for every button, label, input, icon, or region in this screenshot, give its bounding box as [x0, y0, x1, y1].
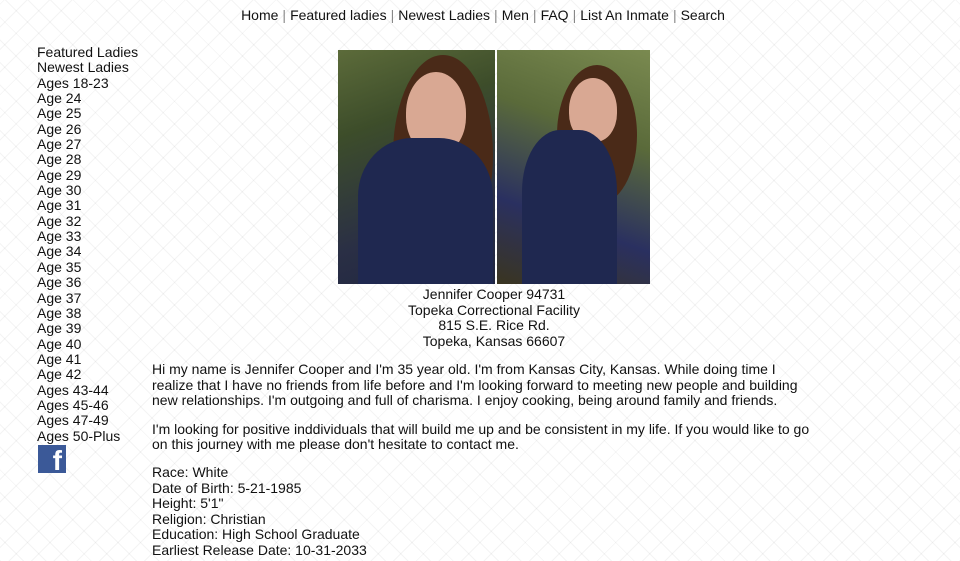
nav-search-link[interactable]: Search [680, 7, 725, 23]
sidebar-item-age-29[interactable]: Age 29 [37, 166, 82, 183]
shirt-shape [358, 138, 493, 284]
nav-list-an-inmate-link[interactable]: List An Inmate [580, 7, 669, 23]
sidebar-item-age-36[interactable]: Age 36 [37, 274, 82, 291]
bio-section [152, 362, 820, 466]
sidebar-item-age-37[interactable]: Age 37 [37, 289, 82, 306]
sidebar-item-ages-18-23[interactable]: Ages 18-23 [37, 74, 109, 91]
top-navigation [0, 7, 960, 23]
sidebar-item-ages-47-49[interactable]: Ages 47-49 [37, 412, 109, 429]
sidebar-item-ages-45-46[interactable]: Ages 45-46 [37, 396, 109, 413]
sidebar-item-ages-50-plus[interactable]: Ages 50-Plus [37, 427, 121, 444]
sidebar-item-featured-ladies[interactable]: Featured Ladies [37, 44, 139, 60]
nav-separator: | [390, 7, 395, 23]
sidebar-item-age-34[interactable]: Age 34 [37, 243, 82, 260]
sidebar-item-age-28[interactable]: Age 28 [37, 151, 82, 168]
facebook-glyph: f [52, 445, 62, 476]
profile-photos [338, 50, 650, 284]
sidebar-item-age-42[interactable]: Age 42 [37, 366, 82, 383]
nav-featured-ladies-link[interactable]: Featured ladies [290, 7, 387, 23]
sidebar-item-age-41[interactable]: Age 41 [37, 350, 82, 367]
inmate-name: Jennifer Cooper 94731 [422, 286, 566, 302]
nav-separator: | [532, 7, 537, 23]
sidebar-item-age-24[interactable]: Age 24 [37, 90, 82, 107]
sidebar-item-age-25[interactable]: Age 25 [37, 105, 82, 122]
bio-paragraph: Hi my name is Jennifer Cooper and I'm 35 year old. I'm from Kansas City, Kansas. While doing time I realize that I have no friends from life before and I'm looking forward to meeting new people and building new relationships. I'm outgoing and full of charisma. I enjoy cooking, being around family and friends. [152, 361, 798, 408]
sidebar-item-age-39[interactable]: Age 39 [37, 320, 82, 337]
nav-newest-ladies-link[interactable]: Newest Ladies [398, 7, 491, 23]
detail-education: Education: High School Graduate [152, 526, 360, 542]
sidebar-item-age-38[interactable]: Age 38 [37, 304, 82, 321]
detail-race: Race: White [152, 464, 229, 480]
detail-height: Height: 5'1" [152, 495, 224, 511]
nav-separator: | [572, 7, 577, 23]
inmate-details [152, 465, 367, 558]
nav-separator: | [672, 7, 677, 23]
sidebar-item-age-31[interactable]: Age 31 [37, 197, 82, 214]
shirt-shape [522, 130, 617, 284]
sidebar-item-age-40[interactable]: Age 40 [37, 335, 82, 352]
facility-name: Topeka Correctional Facility [408, 301, 580, 318]
nav-faq-link[interactable]: FAQ [540, 7, 569, 23]
sidebar-item-age-30[interactable]: Age 30 [37, 182, 82, 199]
sidebar-item-age-35[interactable]: Age 35 [37, 258, 82, 275]
bio-paragraph: I'm looking for positive inddividuals that will build me up and be consistent in my life. If you would like to go on this journey with me please don't hesitate to contact me. [152, 420, 810, 452]
sidebar-item-age-26[interactable]: Age 26 [37, 120, 82, 137]
sidebar-item-age-32[interactable]: Age 32 [37, 212, 82, 229]
nav-men-link[interactable]: Men [501, 7, 529, 23]
sidebar-item-age-27[interactable]: Age 27 [37, 136, 82, 153]
profile-photo[interactable] [497, 50, 650, 284]
sidebar-item-ages-43-44[interactable]: Ages 43-44 [37, 381, 109, 398]
profile-photo[interactable] [338, 50, 495, 284]
facebook-icon[interactable] [38, 445, 66, 476]
city-state-zip: Topeka, Kansas 66607 [422, 332, 566, 349]
sidebar-category-menu [37, 45, 147, 444]
inmate-address-block [338, 287, 650, 349]
sidebar-item-age-33[interactable]: Age 33 [37, 228, 82, 245]
nav-separator: | [282, 7, 287, 23]
nav-separator: | [494, 7, 498, 23]
street-address: 815 S.E. Rice Rd. [438, 317, 550, 333]
detail-religion: Religion: Christian [152, 510, 266, 527]
detail-date-of-birth: Date of Birth: 5-21-1985 [152, 479, 302, 496]
detail-earliest-release-date: Earliest Release Date: 10-31-2033 [152, 541, 367, 558]
nav-home-link[interactable]: Home [241, 7, 279, 23]
sidebar-item-newest-ladies[interactable]: Newest Ladies [37, 59, 129, 76]
